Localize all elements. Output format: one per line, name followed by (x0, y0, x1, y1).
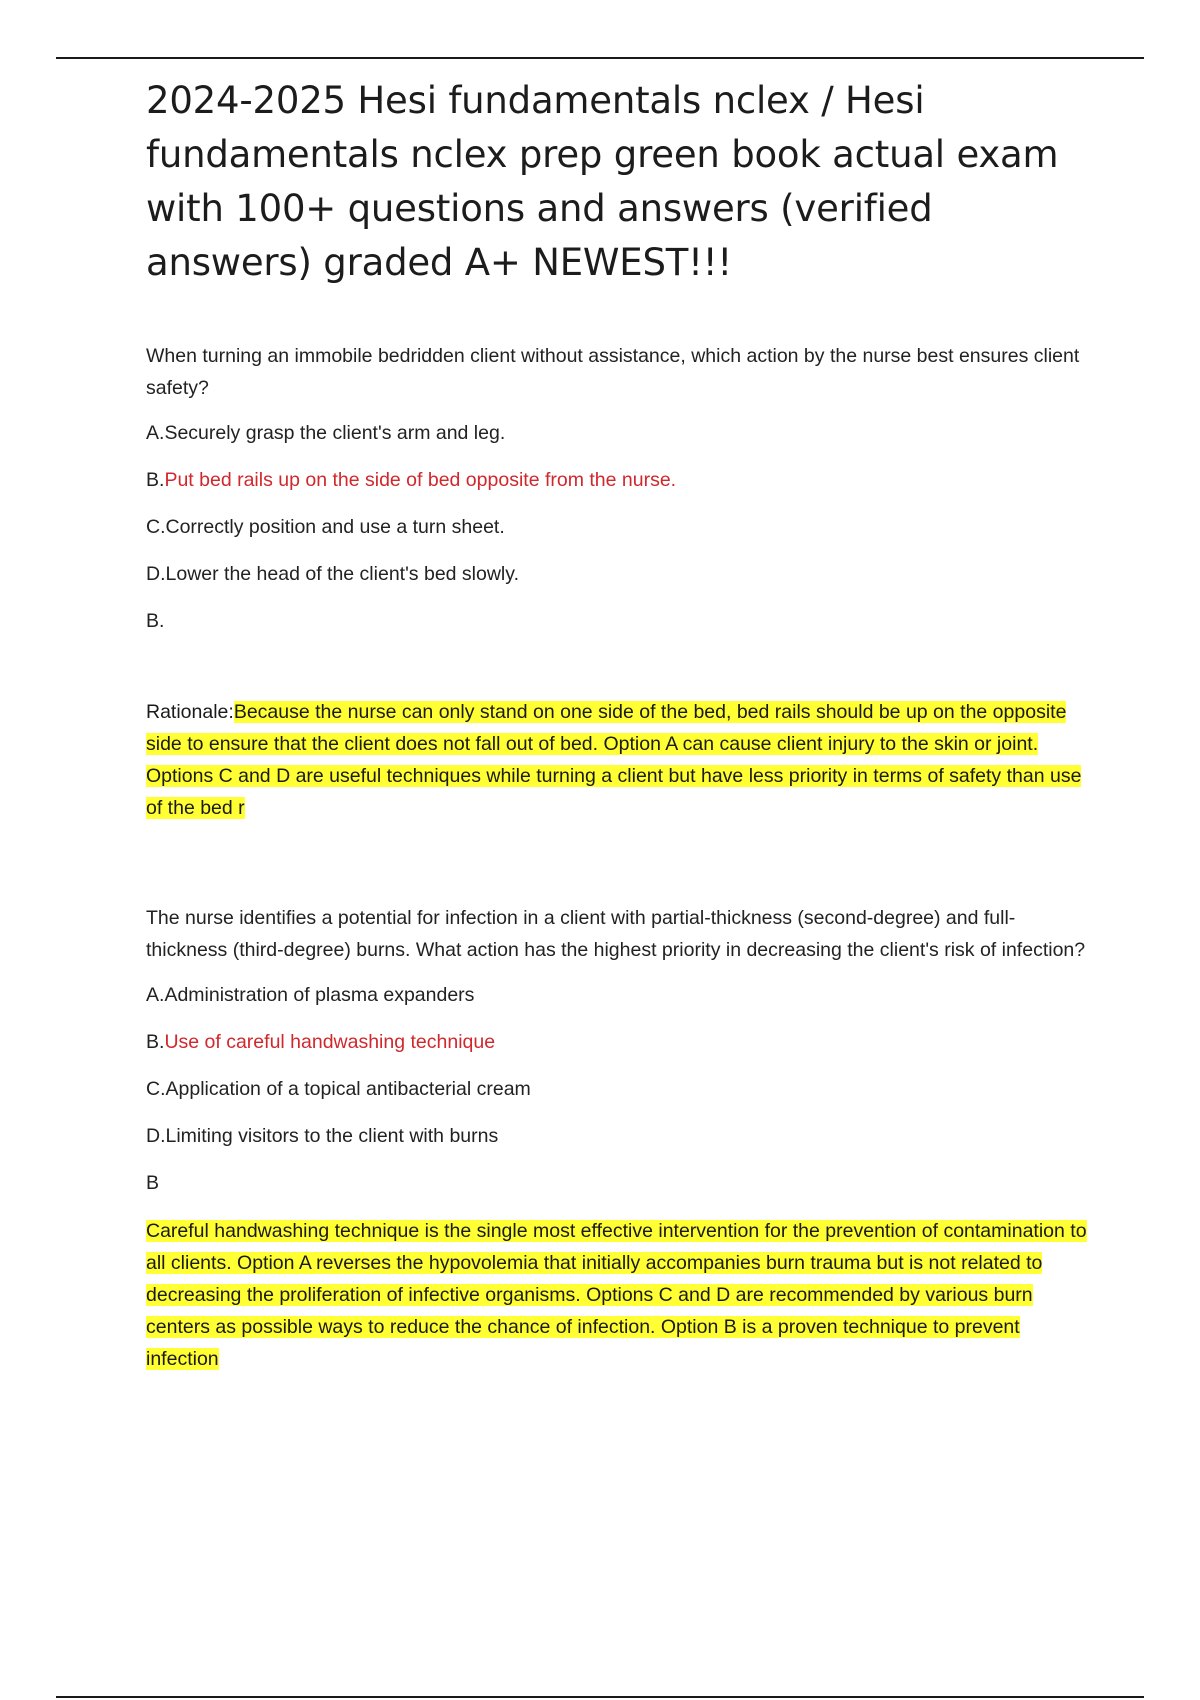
option-letter: C. (146, 516, 166, 538)
answer-key: B. (146, 610, 165, 632)
answer-option-d (146, 559, 1096, 589)
option-text: Put bed rails up on the side of bed opposite from the nurse. (164, 469, 677, 491)
answer-option-a (146, 980, 1096, 1010)
option-text: Application of a topical antibacterial cream (165, 1078, 531, 1100)
option-letter: A. (146, 984, 165, 1006)
rationale-highlighted-text: Because the nurse can only stand on one side of the bed, bed rails should be up on the opposite side to ensure that the client does not fall out of bed. Option A can cause client injury to the skin or joint. Options C and D are useful techniques while turning a client but have less priority in terms of safety than use of the bed r (146, 701, 1082, 819)
option-letter: D. (146, 1125, 166, 1147)
option-letter: A. (146, 422, 165, 444)
question-block-2 (146, 902, 1096, 1375)
bottom-rule (56, 1696, 1144, 1698)
answer-option-c (146, 1074, 1096, 1104)
question-stem: When turning an immobile bedridden client without assistance, which action by the nurse best ensures client safety? (146, 345, 1080, 399)
answer-option-a (146, 418, 1096, 448)
question-block-1 (146, 340, 1096, 824)
page-content (146, 74, 1096, 1395)
answer-option-c (146, 512, 1096, 542)
answer-key: B (146, 1172, 160, 1194)
question-stem: The nurse identifies a potential for infection in a client with partial-thickness (second-degree) and full-thickness (third-degree) burns. What action has the highest priority in decreasing the client's risk of infection? (146, 907, 1086, 961)
answer-option-d (146, 1121, 1096, 1151)
option-letter: B. (146, 1031, 165, 1053)
answer-option-b-correct (146, 1027, 1096, 1057)
rationale-highlighted-text: Careful handwashing technique is the single most effective intervention for the prevention of contamination to all clients. Option A reverses the hypovolemia that initially accompanies burn trauma but is not related to decreasing the proliferation of infective organisms. Options C and D are recommended by various burn centers as possible ways to reduce the chance of infection. Option B is a proven technique to prevent infection (146, 1220, 1087, 1370)
rationale (146, 1215, 1096, 1375)
option-text: Correctly position and use a turn sheet. (165, 516, 505, 538)
option-text: Securely grasp the client's arm and leg. (164, 422, 506, 444)
top-rule (56, 57, 1144, 59)
option-text: Limiting visitors to the client with burns (165, 1125, 499, 1147)
option-letter: B. (146, 469, 165, 491)
option-text: Administration of plasma expanders (164, 984, 475, 1006)
option-letter: D. (146, 563, 166, 585)
rationale (146, 696, 1096, 824)
document-title: 2024-2025 Hesi fundamentals nclex / Hesi fundamentals nclex prep green book actual exam with 100+ questions and answers (verified answers) graded A+ NEWEST!!! (146, 79, 1059, 284)
answer-option-b-correct (146, 465, 1096, 495)
option-text: Use of careful handwashing technique (164, 1031, 496, 1053)
option-text: Lower the head of the client's bed slowly. (165, 563, 519, 585)
option-letter: C. (146, 1078, 166, 1100)
rationale-label: Rationale: (146, 701, 234, 723)
